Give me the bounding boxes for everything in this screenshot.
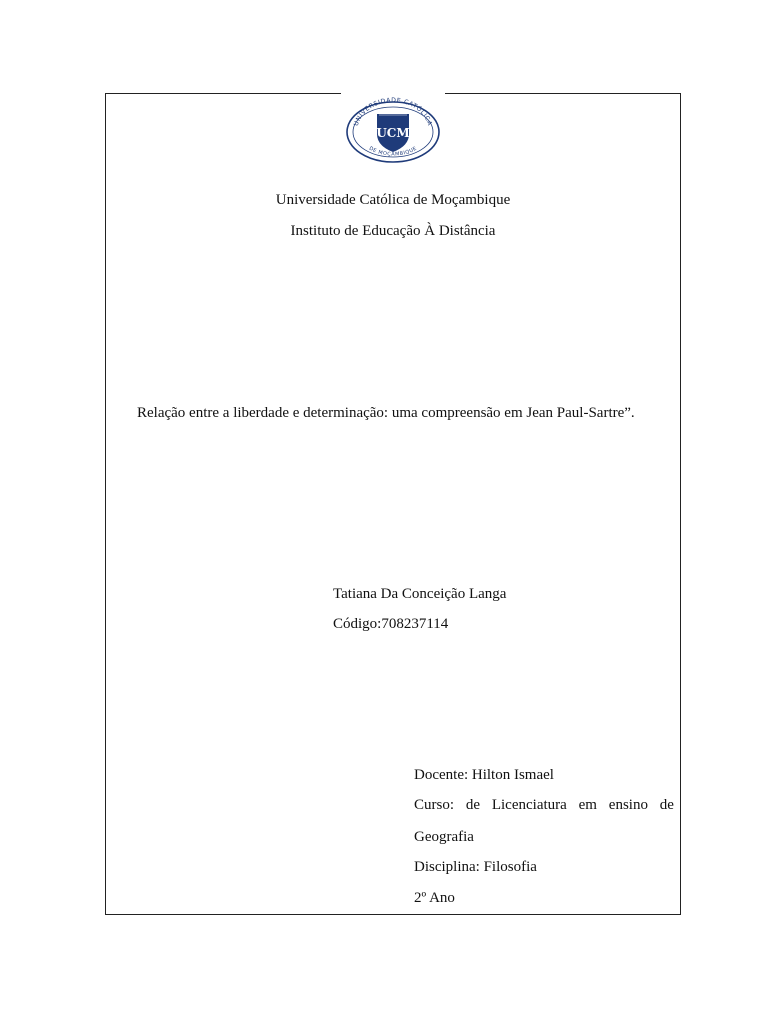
- discipline-line: Disciplina: Filosofia: [414, 859, 537, 875]
- university-name: Universidade Católica de Moçambique: [275, 192, 511, 208]
- logo-ring-text-bottom: DE MOÇAMBIQUE: [367, 145, 419, 158]
- teacher-line: Docente: Hilton Ismael: [414, 767, 554, 783]
- logo-ring-text-top: UNIVERSIDADE CATÓLICA: [352, 96, 434, 127]
- course-word: em: [578, 797, 597, 813]
- institute-name: Instituto de Educação À Distância: [290, 223, 496, 239]
- course-continuation: Geografia: [414, 829, 474, 845]
- course-line: [414, 796, 674, 814]
- course-word: Curso:: [414, 797, 455, 813]
- course-word: de: [659, 797, 674, 813]
- logo-monogram: UCM: [376, 126, 410, 140]
- document-title: Relação entre a liberdade e determinação: uma compreensão em Jean Paul-Sartre”.: [137, 405, 635, 421]
- cover-border: [105, 93, 681, 915]
- course-word: de: [465, 797, 481, 813]
- course-word: ensino: [608, 797, 648, 813]
- year-line: 2º Ano: [414, 890, 455, 906]
- student-name: Tatiana Da Conceição Langa: [333, 586, 507, 602]
- course-word: Licenciatura: [491, 797, 567, 813]
- student-code: Código:708237114: [333, 616, 449, 632]
- university-logo: [343, 94, 443, 164]
